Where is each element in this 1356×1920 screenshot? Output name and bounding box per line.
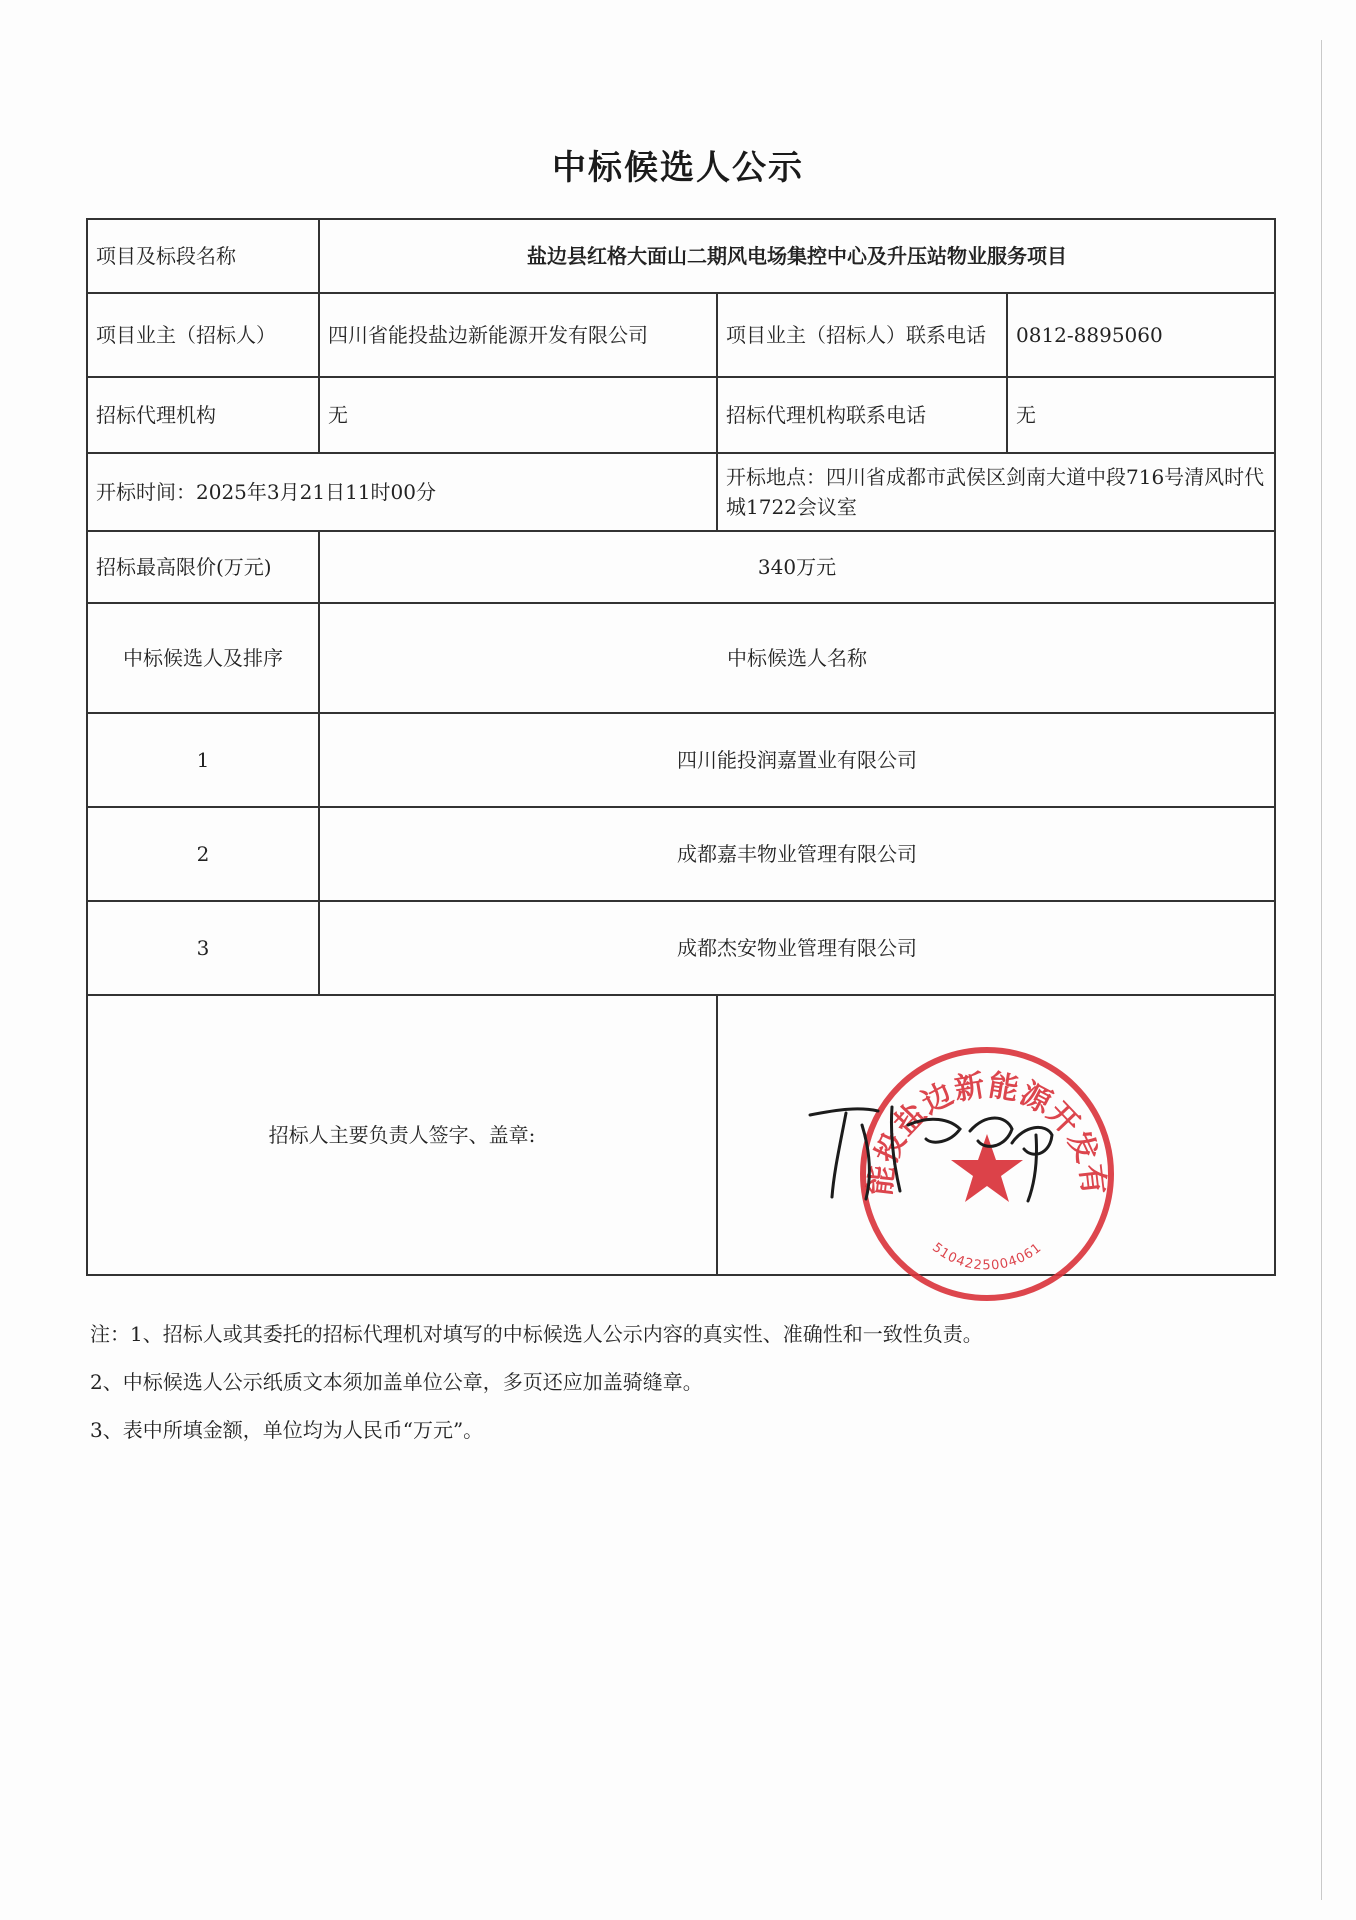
- agency-phone-label: 招标代理机构联系电话: [717, 377, 1007, 453]
- signature-label: 招标人主要负责人签字、盖章:: [87, 995, 717, 1275]
- candidate-name: 成都杰安物业管理有限公司: [319, 901, 1275, 995]
- project-name-label: 项目及标段名称: [87, 219, 319, 293]
- owner-row: [87, 293, 1275, 377]
- seal-text: 能投盐边新能源开发有: [863, 1068, 1111, 1198]
- note-line: 注：1、招标人或其委托的招标代理机对填写的中标候选人公示内容的真实性、准确性和一致性负责。: [90, 1322, 983, 1346]
- page-edge-line: [1321, 40, 1322, 1900]
- owner-phone-label: 项目业主（招标人）联系电话: [717, 293, 1007, 377]
- agency-row: [87, 377, 1275, 453]
- owner-value: 四川省能投盐边新能源开发有限公司: [319, 293, 717, 377]
- table-row: [87, 807, 1275, 901]
- candidates-label: 中标候选人及排序: [87, 603, 319, 713]
- table-row: [87, 901, 1275, 995]
- table-row: [87, 713, 1275, 807]
- owner-phone-value: 0812-8895060: [1007, 293, 1275, 377]
- candidate-rank: 2: [87, 807, 319, 901]
- handwritten-signature: [800, 1095, 1070, 1205]
- candidate-rank: 1: [87, 713, 319, 807]
- agency-phone-value: 无: [1007, 377, 1275, 453]
- max-price-value: 340万元: [319, 531, 1275, 603]
- agency-label: 招标代理机构: [87, 377, 319, 453]
- project-name-value: 盐边县红格大面山二期风电场集控中心及升压站物业服务项目: [319, 219, 1275, 293]
- candidate-header-row: [87, 603, 1275, 713]
- opening-time: 开标时间：2025年3月21日11时00分: [87, 453, 717, 531]
- project-name-row: [87, 219, 1275, 293]
- candidate-name-header: 中标候选人名称: [319, 603, 1275, 713]
- agency-value: 无: [319, 377, 717, 453]
- note-line: 3、表中所填金额，单位均为人民币“万元”。: [90, 1418, 484, 1442]
- max-price-row: [87, 531, 1275, 603]
- seal-number: 5104225004061: [929, 1240, 1045, 1274]
- note-line: 2、中标候选人公示纸质文本须加盖单位公章，多页还应加盖骑缝章。: [90, 1370, 703, 1394]
- candidate-name: 成都嘉丰物业管理有限公司: [319, 807, 1275, 901]
- opening-place: 开标地点：四川省成都市武侯区剑南大道中段716号清风时代城1722会议室: [717, 453, 1275, 531]
- candidate-name: 四川能投润嘉置业有限公司: [319, 713, 1275, 807]
- notes-section: [90, 1310, 1270, 1454]
- candidate-rank: 3: [87, 901, 319, 995]
- page-title: 中标候选人公示: [552, 148, 804, 188]
- max-price-label: 招标最高限价(万元): [87, 531, 319, 603]
- opening-row: [87, 453, 1275, 531]
- owner-label: 项目业主（招标人）: [87, 293, 319, 377]
- svg-text:5104225004061: [929, 1240, 1045, 1273]
